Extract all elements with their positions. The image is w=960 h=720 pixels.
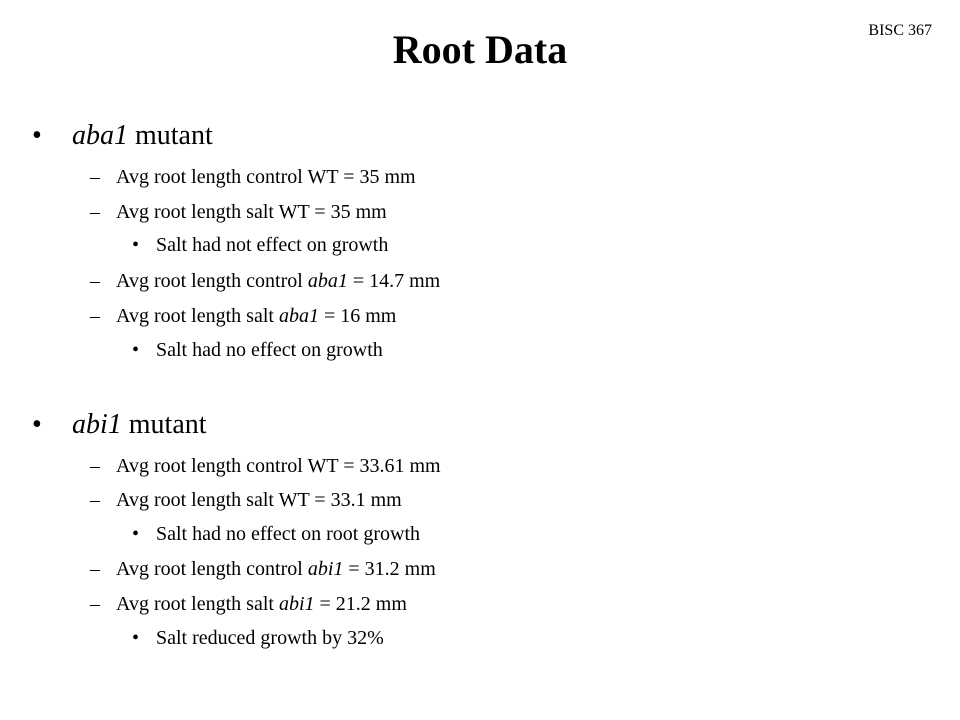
bullet: • [132, 627, 140, 649]
gene-name: abi1 [278, 593, 315, 615]
dash-bullet: – [90, 201, 100, 223]
item-text: Avg root length salt [116, 593, 279, 615]
bullet: • [132, 234, 140, 256]
item-text: Avg root length control WT = 35 mm [116, 166, 416, 188]
item-text: Avg root length salt [116, 305, 279, 327]
gene-name: aba1 [72, 120, 128, 151]
bullet: • [32, 120, 42, 151]
list-item-note [132, 523, 420, 546]
list-item [90, 489, 402, 512]
list-item [90, 455, 441, 478]
dash-bullet: – [90, 166, 100, 188]
item-value: = 31.2 mm [343, 558, 436, 580]
bullet: • [32, 409, 42, 440]
note-text: Salt had no effect on growth [156, 339, 383, 361]
gene-name: aba1 [307, 270, 348, 292]
dash-bullet: – [90, 455, 100, 477]
dash-bullet: – [90, 489, 100, 511]
course-tag: BISC 367 [868, 22, 932, 39]
gene-name: abi1 [307, 558, 344, 580]
section-heading-abi1 [32, 409, 207, 441]
item-value: = 21.2 mm [314, 593, 407, 615]
list-item-note [132, 234, 388, 257]
section-heading-text: mutant [128, 120, 213, 151]
item-text: Avg root length salt WT = 35 mm [116, 201, 387, 223]
note-text: Salt had not effect on growth [156, 234, 389, 256]
dash-bullet: – [90, 558, 100, 580]
section-heading-aba1 [32, 120, 213, 152]
item-text: Avg root length control [116, 558, 308, 580]
item-value: = 16 mm [318, 305, 397, 327]
list-item [90, 558, 436, 581]
bullet: • [132, 523, 140, 545]
list-item [90, 270, 440, 293]
item-value: = 14.7 mm [347, 270, 441, 292]
bullet: • [132, 339, 140, 361]
list-item [90, 593, 407, 616]
list-item-note [132, 627, 384, 650]
dash-bullet: – [90, 305, 100, 327]
gene-name: aba1 [278, 305, 319, 327]
note-text: Salt reduced growth by 32% [156, 627, 384, 649]
section-heading-text: mutant [121, 409, 207, 440]
item-text: Avg root length control [116, 270, 308, 292]
item-text: Avg root length control WT = 33.61 mm [116, 455, 441, 477]
note-text: Salt had no effect on root growth [156, 523, 421, 545]
dash-bullet: – [90, 593, 100, 615]
list-item [90, 201, 387, 224]
list-item-note [132, 339, 383, 362]
list-item [90, 305, 396, 328]
item-text: Avg root length salt WT = 33.1 mm [116, 489, 402, 511]
slide-title: Root Data [392, 27, 568, 72]
dash-bullet: – [90, 270, 100, 292]
gene-name: abi1 [72, 409, 122, 440]
list-item [90, 166, 416, 189]
